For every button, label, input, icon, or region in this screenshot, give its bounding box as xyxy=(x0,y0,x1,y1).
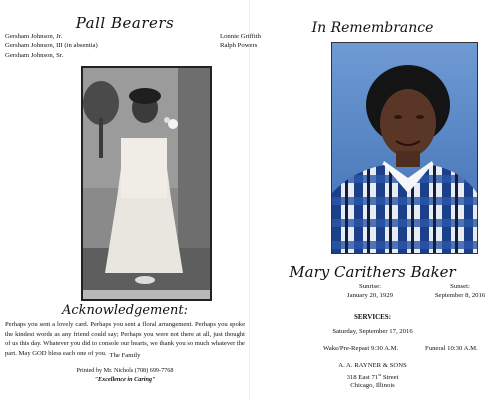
services-date: Saturday, September 17, 2016 xyxy=(332,328,413,335)
acknowledgement-signature: The Family xyxy=(109,352,141,359)
sunrise-block xyxy=(335,283,405,301)
acknowledgement-title: Acknowledgement: xyxy=(61,303,189,318)
funeral-home xyxy=(250,362,495,391)
funeral-home-city: Chicago, Illinois xyxy=(350,382,395,390)
deceased-name: Mary Carithers Baker xyxy=(289,263,456,281)
vintage-portrait-illustration xyxy=(83,68,210,299)
printer-credit xyxy=(0,367,250,384)
sunrise-date: January 20, 1929 xyxy=(347,291,393,299)
pallbearers-left-list xyxy=(5,32,98,60)
funeral-time: Funeral 10:30 A.M. xyxy=(425,345,478,352)
pallbearers-title: Pall Bearers xyxy=(75,14,175,32)
sunrise-label: Sunrise: xyxy=(359,283,381,290)
pallbearer-name: Ralph Powers xyxy=(220,42,258,50)
wake-time: Wake/Pre-Repast 9:30 A.M. xyxy=(323,345,399,352)
funeral-home-name: A. A. RAYNER & SONS xyxy=(338,362,407,369)
pallbearer-name: Gersham Johnson, Sr. xyxy=(5,51,64,59)
sunset-label: Sunset: xyxy=(450,283,470,290)
acknowledgement-text: Perhaps you sent a lovely card. Perhaps you sent a floral arrangement. Perhaps you spoke the kindest words as any friend could say; Perhaps you were not there at all, just thought of us this day. Whatever you did to console our hearts, we thank you so much whatever the part. May GOD bless each one of you. xyxy=(5,321,245,357)
portrait-illustration xyxy=(332,43,477,253)
funeral-home-street: 318 East 71st Street xyxy=(346,371,399,381)
fold-line xyxy=(249,0,250,400)
printer-motto: "Excellence in Caring" xyxy=(94,375,156,383)
remembrance-title: In Remembrance xyxy=(311,20,434,36)
pallbearer-name: Gersham Johnson, Jr. xyxy=(5,33,63,40)
portrait-photo xyxy=(331,42,478,254)
services-label: SERVICES: xyxy=(353,313,392,321)
vintage-portrait-photo xyxy=(81,66,212,301)
pallbearer-name: Gersham Johnson, III (in absentia) xyxy=(5,42,98,50)
sunset-date: September 8, 2016 xyxy=(434,291,486,299)
printer-line: Printed by Mr. Nichols (708) 699-7768 xyxy=(76,367,174,374)
sunset-block xyxy=(420,283,495,301)
pallbearer-name: Lonnie Griffith xyxy=(220,33,261,40)
